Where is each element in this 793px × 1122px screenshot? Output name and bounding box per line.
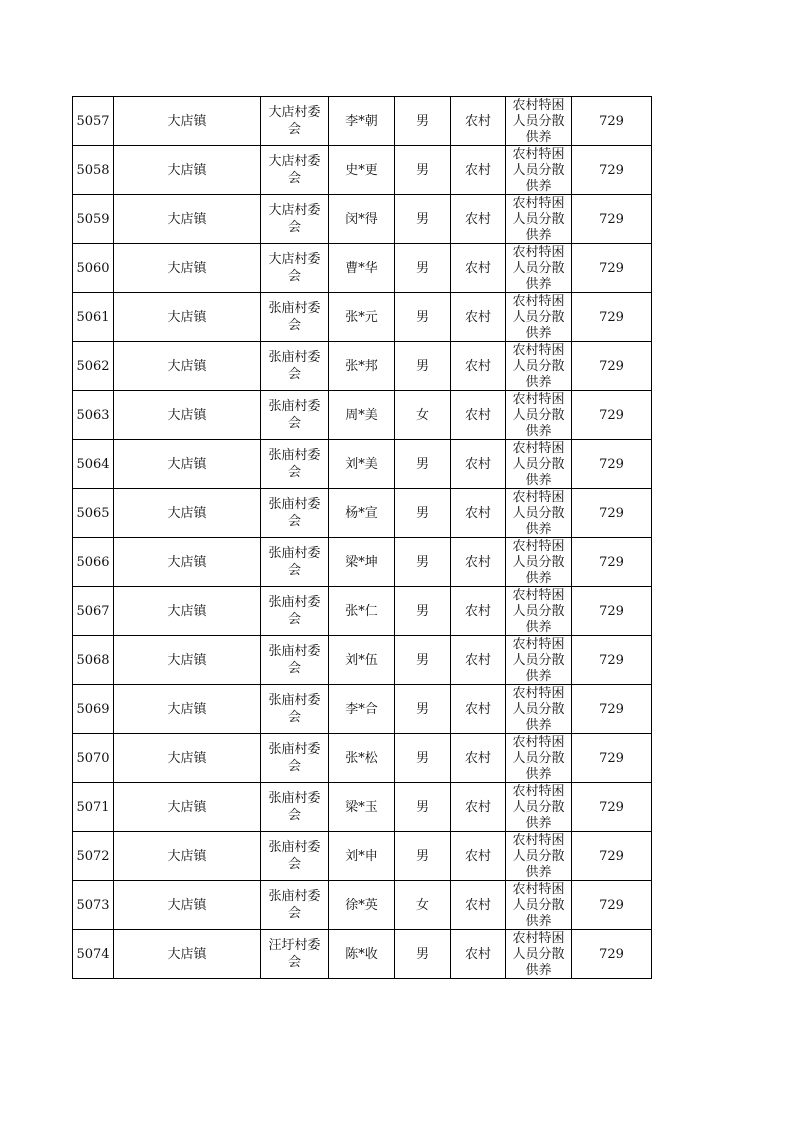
category-cell-text: 农村特困人员分散供养 <box>512 147 565 194</box>
village-cell <box>261 97 329 146</box>
category-cell-text: 农村特困人员分散供养 <box>512 686 565 733</box>
table-row <box>73 783 652 832</box>
record-id-cell: 5064 <box>73 440 114 489</box>
amount-cell: 729 <box>572 244 652 293</box>
category-cell <box>506 783 572 832</box>
amount-cell: 729 <box>572 146 652 195</box>
category-cell-text: 农村特困人员分散供养 <box>512 784 565 831</box>
category-cell <box>506 832 572 881</box>
table-row <box>73 930 652 979</box>
village-cell <box>261 685 329 734</box>
category-cell-text: 农村特困人员分散供养 <box>512 196 565 243</box>
category-cell-text: 农村特困人员分散供养 <box>512 637 565 684</box>
table-row <box>73 636 652 685</box>
category-cell <box>506 636 572 685</box>
category-cell-text: 农村特困人员分散供养 <box>512 735 565 782</box>
area-cell: 农村 <box>451 146 506 195</box>
town-cell: 大店镇 <box>114 685 261 734</box>
area-cell: 农村 <box>451 195 506 244</box>
area-cell: 农村 <box>451 734 506 783</box>
village-cell-text: 张庙村委会 <box>268 693 321 725</box>
gender-cell: 男 <box>395 587 451 636</box>
gender-cell: 男 <box>395 734 451 783</box>
name-cell: 杨*宣 <box>329 489 395 538</box>
area-cell: 农村 <box>451 244 506 293</box>
gender-cell: 男 <box>395 97 451 146</box>
name-cell: 刘*美 <box>329 440 395 489</box>
name-cell: 曹*华 <box>329 244 395 293</box>
village-cell <box>261 293 329 342</box>
category-cell-text: 农村特困人员分散供养 <box>512 441 565 488</box>
gender-cell: 男 <box>395 636 451 685</box>
village-cell-text: 大店村委会 <box>268 154 321 186</box>
village-cell-text: 张庙村委会 <box>268 644 321 676</box>
village-cell-text: 张庙村委会 <box>268 448 321 480</box>
category-cell-text: 农村特困人员分散供养 <box>512 245 565 292</box>
area-cell: 农村 <box>451 636 506 685</box>
category-cell <box>506 391 572 440</box>
gender-cell: 女 <box>395 881 451 930</box>
area-cell: 农村 <box>451 293 506 342</box>
category-cell-text: 农村特困人员分散供养 <box>512 931 565 978</box>
category-cell-text: 农村特困人员分散供养 <box>512 882 565 929</box>
area-cell: 农村 <box>451 391 506 440</box>
village-cell-text: 张庙村委会 <box>268 889 321 921</box>
table-row <box>73 342 652 391</box>
table-row <box>73 195 652 244</box>
name-cell: 张*邦 <box>329 342 395 391</box>
table-row <box>73 538 652 587</box>
town-cell: 大店镇 <box>114 146 261 195</box>
area-cell: 农村 <box>451 587 506 636</box>
table-row <box>73 391 652 440</box>
village-cell <box>261 734 329 783</box>
category-cell <box>506 489 572 538</box>
category-cell <box>506 734 572 783</box>
village-cell-text: 张庙村委会 <box>268 350 321 382</box>
record-id-cell: 5061 <box>73 293 114 342</box>
amount-cell: 729 <box>572 832 652 881</box>
record-id-cell: 5070 <box>73 734 114 783</box>
category-cell-text: 农村特困人员分散供养 <box>512 98 565 145</box>
amount-cell: 729 <box>572 342 652 391</box>
town-cell: 大店镇 <box>114 391 261 440</box>
record-id-cell: 5062 <box>73 342 114 391</box>
area-cell: 农村 <box>451 489 506 538</box>
town-cell: 大店镇 <box>114 734 261 783</box>
record-id-cell: 5059 <box>73 195 114 244</box>
gender-cell: 男 <box>395 440 451 489</box>
village-cell-text: 大店村委会 <box>268 203 321 235</box>
village-cell <box>261 440 329 489</box>
town-cell: 大店镇 <box>114 930 261 979</box>
name-cell: 刘*申 <box>329 832 395 881</box>
category-cell-text: 农村特困人员分散供养 <box>512 343 565 390</box>
town-cell: 大店镇 <box>114 97 261 146</box>
town-cell: 大店镇 <box>114 293 261 342</box>
amount-cell: 729 <box>572 538 652 587</box>
record-id-cell: 5068 <box>73 636 114 685</box>
category-cell-text: 农村特困人员分散供养 <box>512 392 565 439</box>
category-cell <box>506 97 572 146</box>
amount-cell: 729 <box>572 685 652 734</box>
category-cell-text: 农村特困人员分散供养 <box>512 588 565 635</box>
category-cell <box>506 685 572 734</box>
table-row <box>73 146 652 195</box>
village-cell-text: 张庙村委会 <box>268 742 321 774</box>
town-cell: 大店镇 <box>114 195 261 244</box>
village-cell-text: 张庙村委会 <box>268 497 321 529</box>
category-cell <box>506 342 572 391</box>
amount-cell: 729 <box>572 734 652 783</box>
record-id-cell: 5060 <box>73 244 114 293</box>
category-cell <box>506 440 572 489</box>
village-cell <box>261 195 329 244</box>
amount-cell: 729 <box>572 930 652 979</box>
name-cell: 史*更 <box>329 146 395 195</box>
area-cell: 农村 <box>451 685 506 734</box>
area-cell: 农村 <box>451 783 506 832</box>
record-id-cell: 5065 <box>73 489 114 538</box>
table-body <box>73 97 652 979</box>
table-row <box>73 97 652 146</box>
village-cell <box>261 587 329 636</box>
gender-cell: 男 <box>395 538 451 587</box>
village-cell-text: 大店村委会 <box>268 252 321 284</box>
record-id-cell: 5067 <box>73 587 114 636</box>
name-cell: 李*朝 <box>329 97 395 146</box>
area-cell: 农村 <box>451 881 506 930</box>
record-id-cell: 5071 <box>73 783 114 832</box>
name-cell: 梁*坤 <box>329 538 395 587</box>
town-cell: 大店镇 <box>114 489 261 538</box>
gender-cell: 男 <box>395 342 451 391</box>
town-cell: 大店镇 <box>114 636 261 685</box>
village-cell <box>261 342 329 391</box>
amount-cell: 729 <box>572 97 652 146</box>
town-cell: 大店镇 <box>114 244 261 293</box>
gender-cell: 男 <box>395 832 451 881</box>
category-cell <box>506 293 572 342</box>
gender-cell: 男 <box>395 293 451 342</box>
table-row <box>73 881 652 930</box>
town-cell: 大店镇 <box>114 783 261 832</box>
record-id-cell: 5063 <box>73 391 114 440</box>
record-id-cell: 5057 <box>73 97 114 146</box>
category-cell-text: 农村特困人员分散供养 <box>512 833 565 880</box>
table-row <box>73 440 652 489</box>
village-cell <box>261 930 329 979</box>
village-cell-text: 张庙村委会 <box>268 399 321 431</box>
amount-cell: 729 <box>572 195 652 244</box>
amount-cell: 729 <box>572 391 652 440</box>
name-cell: 周*美 <box>329 391 395 440</box>
name-cell: 张*元 <box>329 293 395 342</box>
area-cell: 农村 <box>451 97 506 146</box>
category-cell-text: 农村特困人员分散供养 <box>512 294 565 341</box>
town-cell: 大店镇 <box>114 342 261 391</box>
gender-cell: 男 <box>395 244 451 293</box>
village-cell <box>261 832 329 881</box>
village-cell <box>261 636 329 685</box>
table-row <box>73 489 652 538</box>
village-cell <box>261 391 329 440</box>
table-row <box>73 685 652 734</box>
village-cell <box>261 489 329 538</box>
gender-cell: 男 <box>395 489 451 538</box>
area-cell: 农村 <box>451 342 506 391</box>
amount-cell: 729 <box>572 293 652 342</box>
village-cell-text: 张庙村委会 <box>268 301 321 333</box>
category-cell <box>506 244 572 293</box>
area-cell: 农村 <box>451 538 506 587</box>
village-cell <box>261 146 329 195</box>
name-cell: 刘*伍 <box>329 636 395 685</box>
record-id-cell: 5058 <box>73 146 114 195</box>
village-cell-text: 汪圩村委会 <box>268 938 321 970</box>
record-id-cell: 5073 <box>73 881 114 930</box>
gender-cell: 男 <box>395 783 451 832</box>
category-cell <box>506 930 572 979</box>
category-cell-text: 农村特困人员分散供养 <box>512 539 565 586</box>
record-id-cell: 5072 <box>73 832 114 881</box>
village-cell-text: 张庙村委会 <box>268 840 321 872</box>
gender-cell: 男 <box>395 195 451 244</box>
table-row <box>73 832 652 881</box>
category-cell-text: 农村特困人员分散供养 <box>512 490 565 537</box>
name-cell: 闵*得 <box>329 195 395 244</box>
gender-cell: 男 <box>395 685 451 734</box>
name-cell: 徐*英 <box>329 881 395 930</box>
town-cell: 大店镇 <box>114 440 261 489</box>
village-cell <box>261 538 329 587</box>
village-cell <box>261 244 329 293</box>
record-id-cell: 5069 <box>73 685 114 734</box>
village-cell-text: 张庙村委会 <box>268 546 321 578</box>
amount-cell: 729 <box>572 440 652 489</box>
name-cell: 张*松 <box>329 734 395 783</box>
town-cell: 大店镇 <box>114 587 261 636</box>
category-cell <box>506 538 572 587</box>
amount-cell: 729 <box>572 489 652 538</box>
town-cell: 大店镇 <box>114 538 261 587</box>
table-row <box>73 244 652 293</box>
village-cell-text: 大店村委会 <box>268 105 321 137</box>
area-cell: 农村 <box>451 832 506 881</box>
table-row <box>73 293 652 342</box>
category-cell <box>506 195 572 244</box>
table-row <box>73 587 652 636</box>
area-cell: 农村 <box>451 440 506 489</box>
table-row <box>73 734 652 783</box>
village-cell-text: 张庙村委会 <box>268 791 321 823</box>
amount-cell: 729 <box>572 587 652 636</box>
village-cell <box>261 881 329 930</box>
record-id-cell: 5066 <box>73 538 114 587</box>
name-cell: 梁*玉 <box>329 783 395 832</box>
amount-cell: 729 <box>572 636 652 685</box>
name-cell: 李*合 <box>329 685 395 734</box>
town-cell: 大店镇 <box>114 881 261 930</box>
town-cell: 大店镇 <box>114 832 261 881</box>
area-cell: 农村 <box>451 930 506 979</box>
gender-cell: 女 <box>395 391 451 440</box>
records-table <box>72 96 652 979</box>
category-cell <box>506 146 572 195</box>
name-cell: 张*仁 <box>329 587 395 636</box>
amount-cell: 729 <box>572 881 652 930</box>
category-cell <box>506 587 572 636</box>
gender-cell: 男 <box>395 146 451 195</box>
village-cell <box>261 783 329 832</box>
gender-cell: 男 <box>395 930 451 979</box>
village-cell-text: 张庙村委会 <box>268 595 321 627</box>
record-id-cell: 5074 <box>73 930 114 979</box>
amount-cell: 729 <box>572 783 652 832</box>
name-cell: 陈*收 <box>329 930 395 979</box>
category-cell <box>506 881 572 930</box>
